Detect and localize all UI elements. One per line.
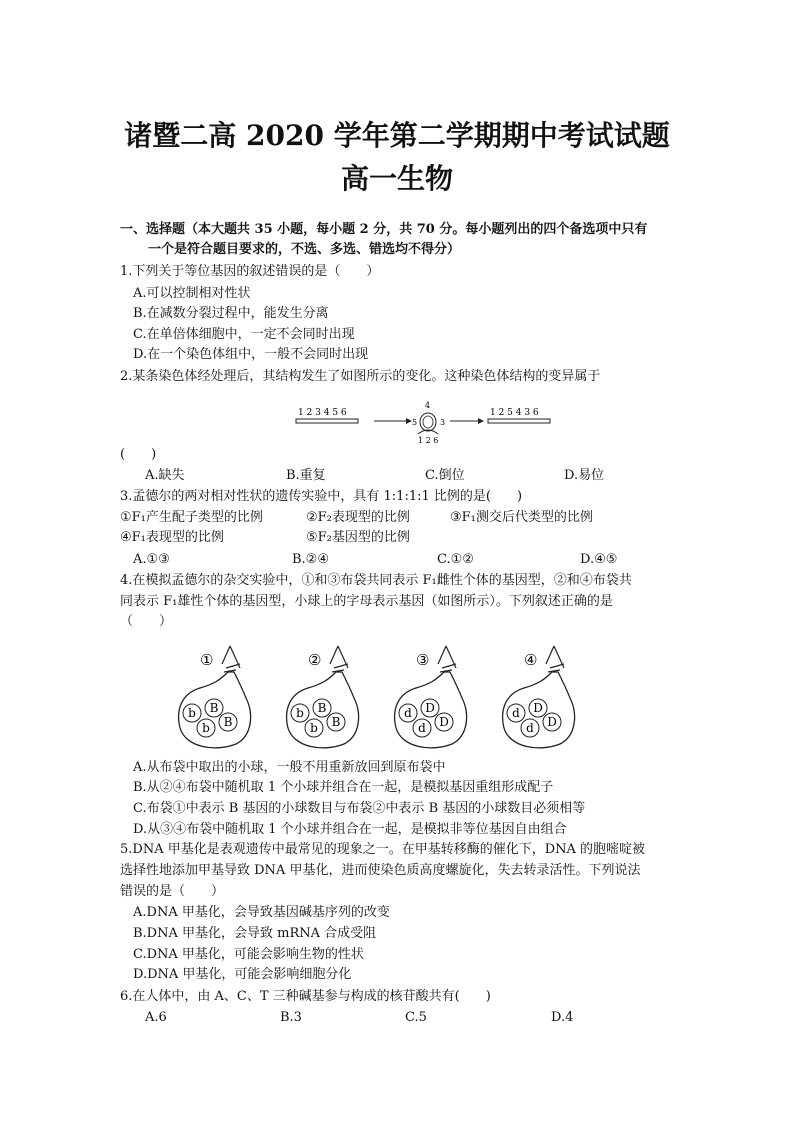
bag-tie bbox=[438, 646, 456, 672]
q4-option-d: D.从③④布袋中随机取 1 个小球并组合在一起，是模拟非等位基因自由组合 bbox=[133, 822, 567, 837]
q3-option-b: B.②④ bbox=[292, 552, 329, 567]
gene-ball-label: D bbox=[439, 715, 449, 729]
q3-option-d: D.④⑤ bbox=[580, 552, 618, 567]
arrow-2-head bbox=[478, 418, 484, 424]
q3-item-4: ④F₁表现型的比例 bbox=[120, 530, 224, 545]
q3-item-5: ⑤F₂基因型的比例 bbox=[306, 530, 410, 545]
gene-ball-label: D bbox=[425, 701, 435, 715]
q3-item-2: ②F₂表现型的比例 bbox=[306, 510, 410, 525]
chromosome-after-label: 1 2 5 4 3 6 bbox=[490, 408, 539, 418]
q2-option-b: B.重复 bbox=[286, 468, 326, 483]
q3-stem: 3.孟德尔的两对相对性状的遗传实验中，具有 1:1:1:1 比例的是( ) bbox=[120, 489, 523, 504]
cloth-bag-1 bbox=[179, 646, 251, 748]
q5-stem-2: 选择性地添加甲基导致 DNA 甲基化，进而使染色质高度螺旋化，失去转录活性。下列说法 bbox=[120, 863, 641, 878]
section-heading-cont: 一个是符合题目要求的，不选、多选、错选均不得分） bbox=[148, 242, 461, 257]
q2-paren: ( ) bbox=[120, 447, 157, 462]
q6-option-b: B.3 bbox=[280, 1010, 302, 1025]
exam-title: 诸暨二高 2020 学年第二学期期中考试试题 bbox=[124, 119, 670, 152]
cloth-bag-4 bbox=[503, 646, 575, 748]
gene-ball-label: b bbox=[296, 706, 304, 720]
q3-option-c: C.①② bbox=[437, 552, 474, 567]
q4-option-c: C.布袋①中表示 B 基因的小球数目与布袋②中表示 B 基因的小球数目必须相等 bbox=[133, 801, 586, 816]
q1-option-c: C.在单倍体细胞中，一定不会同时出现 bbox=[133, 327, 355, 342]
q4-option-a: A.从布袋中取出的小球，一般不用重新放回到原布袋中 bbox=[133, 760, 446, 775]
gene-ball-label: b bbox=[202, 721, 210, 735]
q3-item-1: ①F₁产生配子类型的比例 bbox=[120, 510, 263, 525]
q5-option-b: B.DNA 甲基化，会导致 mRNA 合成受阻 bbox=[133, 926, 377, 941]
gene-ball-label: D bbox=[533, 701, 543, 715]
chromosome-before bbox=[296, 419, 358, 423]
loop-label-top: 4 bbox=[425, 401, 431, 410]
bag-tie bbox=[330, 646, 348, 672]
gene-ball-label: B bbox=[223, 715, 233, 729]
bag-number: ② bbox=[308, 651, 322, 669]
q4-stem-3: （ ） bbox=[120, 614, 173, 629]
q4-stem-2: 同表示 F₁雄性个体的基因型，小球上的字母表示基因（如图所示）。下列叙述正确的是 bbox=[120, 594, 613, 609]
section-heading: 一、选择题（本大题共 35 小题，每小题 2 分，共 70 分。每小题列出的四个备选项中只有 bbox=[120, 222, 648, 237]
gene-ball-label: B bbox=[331, 715, 341, 729]
q6-option-d: D.4 bbox=[551, 1010, 574, 1025]
q6-option-c: C.5 bbox=[405, 1010, 427, 1025]
gene-ball-label: D bbox=[547, 715, 557, 729]
loop-label-right: 3 bbox=[440, 418, 446, 427]
bag-tie bbox=[546, 646, 564, 672]
loop-label-left: 5 bbox=[412, 418, 418, 427]
q5-stem-3: 错误的是（ ） bbox=[120, 884, 225, 899]
chromosome-figure bbox=[290, 398, 560, 446]
q2-stem: 2.某条染色体经处理后，其结构发生了如图所示的变化。这种染色体结构的变异属于 bbox=[120, 369, 601, 384]
q3-item-3: ③F₁测交后代类型的比例 bbox=[450, 510, 593, 525]
q1-option-d: D.在一个染色体组中，一般不会同时出现 bbox=[133, 347, 369, 362]
gene-ball-label: B bbox=[209, 701, 219, 715]
gene-ball-label: B bbox=[317, 701, 327, 715]
q5-stem-1: 5.DNA 甲基化是表观遗传中最常见的现象之一。在甲基转移酶的催化下，DNA 的胞嘧啶被 bbox=[120, 842, 646, 857]
gene-ball-label: d bbox=[404, 706, 412, 720]
q3-option-a: A.①③ bbox=[133, 552, 170, 567]
q5-option-a: A.DNA 甲基化，会导致基因碱基序列的改变 bbox=[133, 905, 390, 920]
cloth-bags-figure bbox=[170, 640, 610, 755]
q6-stem: 6.在人体中，由 A、C、T 三种碱基参与构成的核苷酸共有( ) bbox=[120, 989, 491, 1004]
gene-ball-label: d bbox=[526, 721, 534, 735]
exam-subtitle: 高一生物 bbox=[340, 162, 453, 195]
cloth-bag-3 bbox=[395, 646, 467, 748]
gene-ball-label: d bbox=[418, 721, 426, 735]
gene-ball-label: b bbox=[188, 706, 196, 720]
bag-number: ③ bbox=[416, 651, 430, 669]
q2-option-a: A.缺失 bbox=[145, 468, 185, 483]
bag-number: ① bbox=[200, 651, 214, 669]
q1-option-b: B.在减数分裂过程中，能发生分离 bbox=[133, 306, 329, 321]
q1-stem: 1.下列关于等位基因的叙述错误的是（ ） bbox=[120, 264, 380, 279]
bag-number: ④ bbox=[524, 651, 538, 669]
q2-option-d: D.易位 bbox=[564, 468, 605, 483]
q4-option-b: B.从②④布袋中随机取 1 个小球并组合在一起，是模拟基因重组形成配子 bbox=[133, 780, 554, 795]
q6-option-a: A.6 bbox=[145, 1010, 167, 1025]
loop-label-bottom: 1 2 6 bbox=[418, 436, 439, 445]
chromosome-after bbox=[488, 419, 550, 423]
bag-tie bbox=[222, 646, 240, 672]
gene-ball-label: b bbox=[310, 721, 318, 735]
q4-stem-1: 4.在模拟孟德尔的杂交实验中，①和③布袋共同表示 F₁雌性个体的基因型，②和④布袋共 bbox=[120, 573, 632, 588]
q2-option-c: C.倒位 bbox=[425, 468, 465, 483]
cloth-bag-2 bbox=[287, 646, 359, 748]
q5-option-c: C.DNA 甲基化，可能会影响生物的性状 bbox=[133, 947, 364, 962]
q1-option-a: A.可以控制相对性状 bbox=[133, 286, 251, 301]
gene-ball-label: d bbox=[512, 706, 520, 720]
q5-option-d: D.DNA 甲基化，可能会影响细胞分化 bbox=[133, 967, 352, 982]
chromosome-before-label: 1 2 3 4 5 6 bbox=[298, 408, 347, 418]
